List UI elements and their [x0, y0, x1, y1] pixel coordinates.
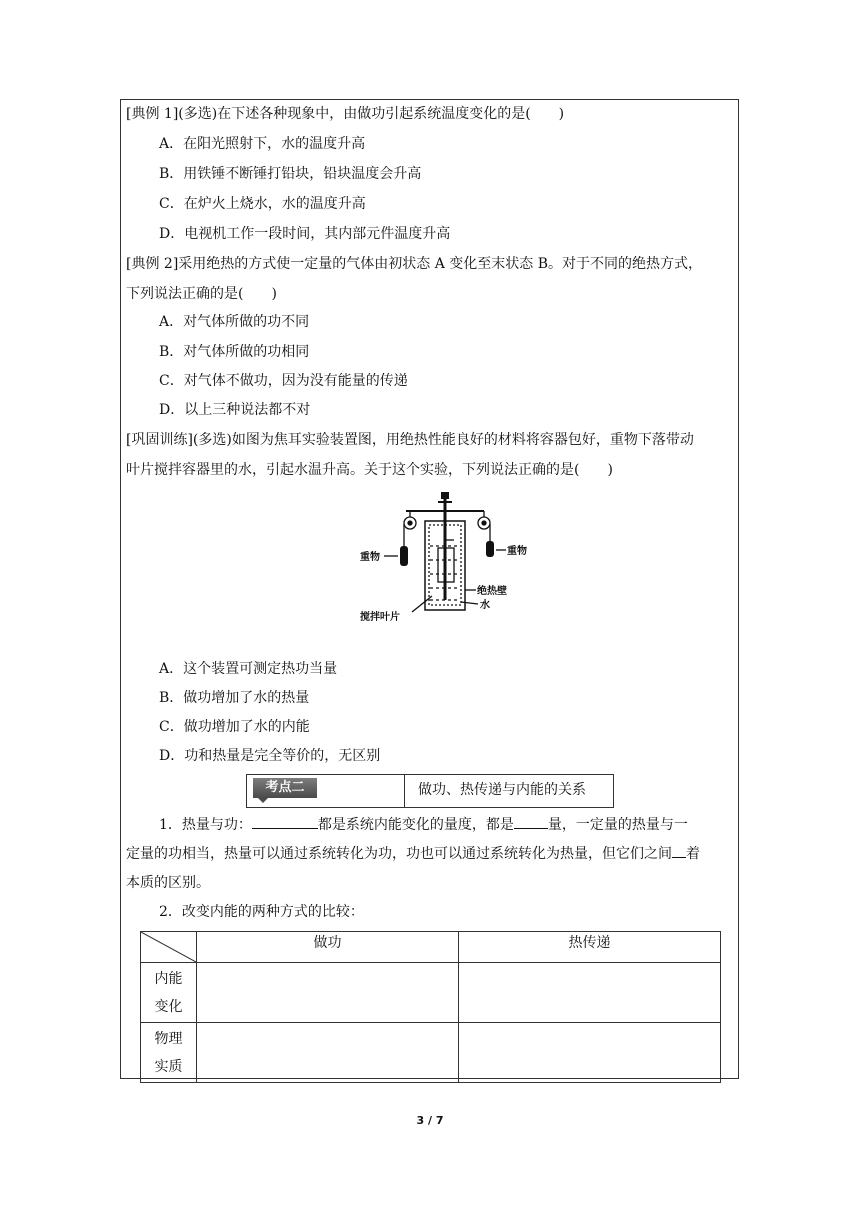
example2-stem-line2: 下列说法正确的是( ) [126, 286, 277, 302]
point1-line2-text: 定量的功相当，热量可以通过系统转化为功，功也可以通过系统转化为热量，但它们之间 [126, 846, 672, 862]
label-weight-right: 重物 [507, 546, 527, 557]
example2-option-b: B．对气体所做的功相同 [159, 344, 310, 360]
example1-stem: [典例 1](多选)在下述各种现象中，由做功引起系统温度变化的是( ) [126, 106, 565, 122]
kaodian-separator [404, 775, 405, 807]
point1-text-c: 量，一定量的热量与一 [547, 817, 688, 833]
page-number: 3 / 7 [416, 1114, 444, 1127]
joule-apparatus-figure [356, 488, 532, 624]
example2-option-d: D．以上三种说法都不对 [159, 402, 311, 418]
kaodian-badge-tip [258, 798, 268, 803]
example2-option-a: A．对气体所做的功不同 [159, 314, 310, 330]
label-weight-left: 重物 [360, 552, 380, 563]
row-header-internal-energy-change: 内能 变化 [141, 963, 197, 1023]
fill-blank-1[interactable] [252, 814, 318, 829]
label-paddle: 搅拌叶片 [360, 612, 400, 623]
table-cell-answer[interactable] [459, 963, 721, 1023]
practice-option-c: C．做功增加了水的内能 [159, 719, 310, 735]
table-cell-answer[interactable] [197, 963, 459, 1023]
point1-label: 1．热量与功： [159, 817, 252, 833]
column-header-work: 做功 [197, 932, 459, 963]
table-cell-answer[interactable] [459, 1023, 721, 1083]
practice-option-b: B．做功增加了水的热量 [159, 690, 310, 706]
example1-option-d: D．电视机工作一段时间，其内部元件温度升高 [159, 226, 451, 242]
point1-line2 [126, 843, 700, 864]
example1-option-b: B．用铁锤不断锤打铅块，铅块温度会升高 [159, 166, 422, 182]
kaodian-badge: 考点二 [253, 778, 317, 798]
practice-option-d: D．功和热量是完全等价的，无区别 [159, 748, 381, 764]
fill-blank-3[interactable] [672, 843, 686, 858]
column-header-heat-transfer: 热传递 [459, 932, 721, 963]
example1-option-c: C．在炉火上烧水，水的温度升高 [159, 196, 366, 212]
kaodian-title: 做功、热传递与内能的关系 [418, 782, 586, 798]
point1-text-b: 都是系统内能变化的量度，都是 [317, 817, 514, 833]
table-corner-cell [141, 932, 197, 963]
diagonal-line [141, 932, 196, 962]
comparison-table [140, 931, 721, 1083]
example2-stem-line1: [典例 2]采用绝热的方式使一定量的气体由初状态 A 变化至末状态 B。对于不同的绝热方式， [126, 256, 703, 272]
example1-option-a: A．在阳光照射下，水的温度升高 [159, 136, 366, 152]
label-insulating-wall: 绝热壁 [477, 586, 507, 597]
row-header-physical-essence: 物理 实质 [141, 1023, 197, 1083]
point2-title: 2．改变内能的两种方式的比较： [159, 904, 364, 920]
table-cell-answer[interactable] [197, 1023, 459, 1083]
practice-stem-line1: [巩固训练](多选)如图为焦耳实验装置图，用绝热性能良好的材料将容器包好，重物下落带动 [126, 432, 694, 448]
point1-line2-end: 着 [686, 846, 700, 862]
fill-blank-2[interactable] [514, 814, 548, 829]
point1-line3: 本质的区别。 [126, 875, 210, 891]
point1-line1 [159, 814, 688, 835]
practice-option-a: A．这个装置可测定热功当量 [159, 661, 338, 677]
practice-stem-line2: 叶片搅拌容器里的水，引起水温升高。关于这个实验，下列说法正确的是( ) [126, 462, 613, 478]
example2-option-c: C．对气体不做功，因为没有能量的传递 [159, 373, 408, 389]
label-water: 水 [480, 600, 490, 611]
